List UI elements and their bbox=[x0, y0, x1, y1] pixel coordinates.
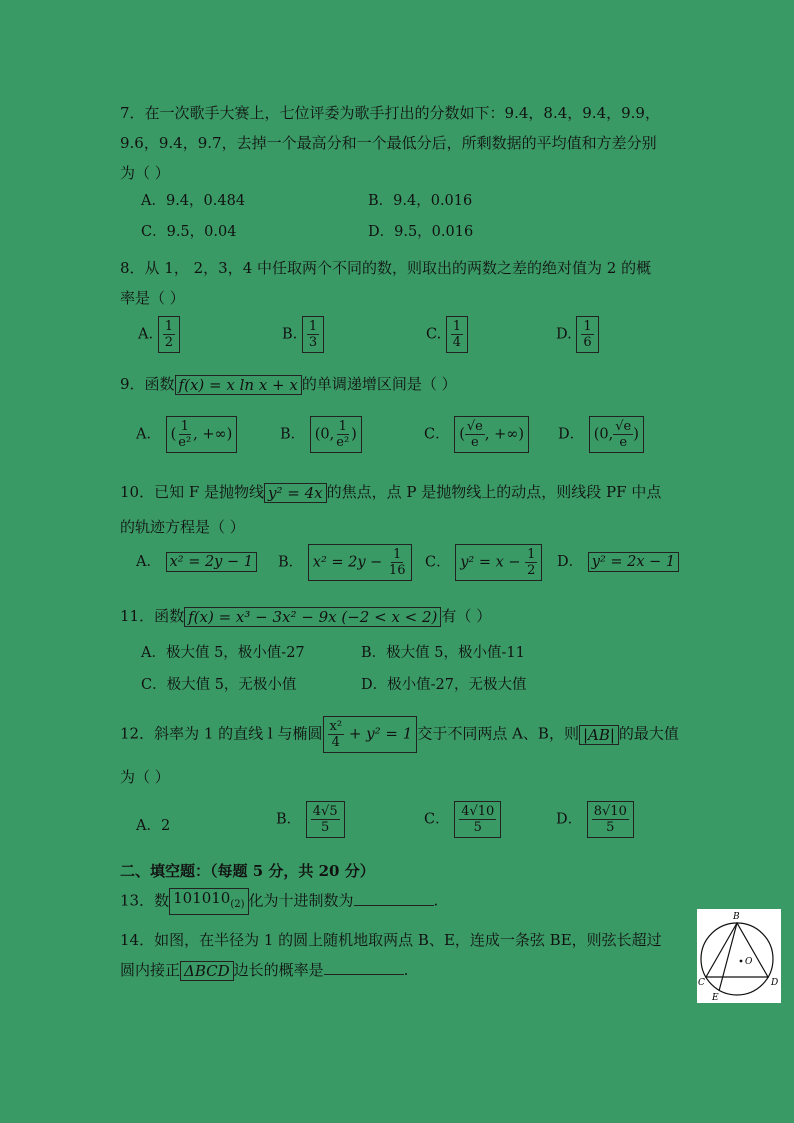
circle-triangle-figure bbox=[697, 909, 781, 1003]
q8-option-d-label: D. bbox=[556, 326, 572, 343]
q14-triangle: ΔBCD bbox=[180, 961, 234, 981]
q10-line1: 10．已知 F 是抛物线 y² = 4x 的焦点，点 P 是抛物线上的动点，则线段 PF 中点 bbox=[120, 483, 662, 502]
q8-option-c-fraction: $\frac{1}{4}$ bbox=[446, 316, 468, 353]
q10-option-a-equation: x² = 2y − 1 bbox=[166, 552, 257, 572]
q10-option-c[interactable] bbox=[425, 544, 542, 581]
q7-line3: 为（ ） bbox=[120, 164, 170, 182]
q11-line: 11．函数 f(x) = x³ − 3x² − 9x (−2 < x < 2) 有（ ） bbox=[120, 607, 492, 626]
figure-label-b: B bbox=[733, 912, 740, 922]
q12-option-d-label: D． bbox=[556, 811, 583, 828]
q12-option-c[interactable] bbox=[424, 801, 501, 838]
figure-label-e: E bbox=[712, 993, 719, 1003]
figure-label-c: C bbox=[698, 978, 705, 988]
q9-option-d-interval: (0, $\frac{√e}{e}$ ) bbox=[589, 416, 644, 453]
q12-option-b[interactable] bbox=[276, 801, 345, 838]
figure-label-o: O bbox=[745, 957, 753, 967]
q12-option-b-label: B． bbox=[276, 811, 302, 828]
q9-option-a[interactable] bbox=[136, 416, 237, 453]
q11-option-d[interactable]: D．极小值-27，无极大值 bbox=[361, 677, 527, 693]
q10-line2: 的轨迹方程是（ ） bbox=[120, 518, 245, 536]
q12-option-c-value: $\frac{4√10}{5}$ bbox=[454, 801, 501, 838]
q8-option-b[interactable] bbox=[282, 316, 324, 353]
q10-parabola: y² = 4x bbox=[264, 483, 327, 503]
q9-option-c-label: C． bbox=[424, 426, 450, 443]
q9-line: 9．函数 f(x) = x ln x + x 的单调递增区间是（ ） bbox=[120, 375, 457, 394]
q8-option-b-fraction: $\frac{1}{3}$ bbox=[302, 316, 324, 353]
q12-ab: |AB| bbox=[579, 725, 619, 745]
q7-option-a[interactable]: A．9.4，0.484 bbox=[141, 193, 246, 209]
q13-line: 13．数 $101010_{(2)}$ 化为十进制数为 . bbox=[120, 888, 438, 915]
q8-line1: 8．从 1， 2，3，4 中任取两个不同的数，则取出的两数之差的绝对值为 2 的概 bbox=[120, 259, 652, 277]
q10-option-a[interactable] bbox=[136, 552, 257, 572]
q9-option-b-label: B． bbox=[280, 426, 306, 443]
figure-center-dot bbox=[740, 960, 743, 963]
q13-binary-number: $101010_{(2)}$ bbox=[169, 888, 248, 915]
q12-option-b-value: $\frac{4√5}{5}$ bbox=[306, 801, 345, 838]
q14-line2: 圆内接正 ΔBCD 边长的概率是 . bbox=[120, 961, 409, 980]
q9-option-a-interval: ( $\frac{1}{\text{e²}}$ , +∞) bbox=[166, 416, 238, 453]
q10-option-b-equation: x² = 2y − $\frac{1}{16}$ bbox=[308, 544, 413, 581]
q8-option-b-label: B. bbox=[282, 326, 298, 343]
q13-answer-blank[interactable] bbox=[354, 891, 434, 906]
q10-option-c-equation: y² = x − $\frac{1}{2}$ bbox=[455, 544, 542, 581]
q14-answer-blank[interactable] bbox=[324, 960, 404, 975]
figure-svg bbox=[697, 909, 781, 1003]
q12-line1: 12．斜率为 1 的直线 l 与椭圆 $\frac{\text{x²}}{4}$ + y² = 1 交于不同两点 A、B，则 |AB| 的最大值 bbox=[120, 716, 679, 753]
q11-option-b[interactable]: B．极大值 5，极小值-11 bbox=[361, 645, 525, 661]
figure-triangle bbox=[706, 923, 768, 977]
q9-option-c-interval: ( $\frac{√e}{e}$ , +∞) bbox=[454, 416, 529, 453]
q7-option-b[interactable]: B．9.4，0.016 bbox=[368, 193, 473, 209]
q11-option-c[interactable]: C．极大值 5，无极小值 bbox=[141, 677, 297, 693]
q10-option-d[interactable] bbox=[557, 552, 679, 572]
q12-ellipse: $\frac{\text{x²}}{4}$ + y² = 1 bbox=[323, 716, 418, 753]
q8-option-d[interactable] bbox=[556, 316, 599, 353]
q12-option-a[interactable]: A．2 bbox=[136, 818, 171, 834]
q10-option-b-label: B． bbox=[278, 554, 304, 571]
q9-option-b-interval: (0, $\frac{1}{\text{e²}}$ ) bbox=[310, 416, 362, 453]
q9-option-c[interactable] bbox=[424, 416, 529, 453]
q9-option-d-label: D． bbox=[558, 426, 585, 443]
q10-option-c-label: C． bbox=[425, 554, 451, 571]
q11-option-a[interactable]: A．极大值 5，极小值-27 bbox=[141, 645, 305, 661]
q12-option-c-label: C． bbox=[424, 811, 450, 828]
q7-option-d[interactable]: D．9.5，0.016 bbox=[368, 224, 474, 240]
q10-option-a-label: A． bbox=[136, 554, 161, 570]
figure-circle bbox=[701, 923, 773, 995]
section-fill-in-heading: 二、填空题：（每题 5 分，共 20 分） bbox=[120, 862, 375, 880]
q9-option-a-label: A． bbox=[136, 426, 161, 443]
q12-option-d[interactable] bbox=[556, 801, 634, 838]
q10-option-d-label: D． bbox=[557, 554, 584, 570]
q14-line1: 14．如图，在半径为 1 的圆上随机地取两点 B、E，连成一条弦 BE，则弦长超过 bbox=[120, 931, 662, 949]
q12-option-d-value: $\frac{8√10}{5}$ bbox=[587, 801, 634, 838]
q8-option-c-label: C. bbox=[426, 326, 442, 343]
q7-option-c[interactable]: C．9.5，0.04 bbox=[141, 224, 237, 240]
figure-label-d: D bbox=[771, 978, 779, 988]
q11-function: f(x) = x³ − 3x² − 9x (−2 < x < 2) bbox=[184, 607, 441, 627]
q8-option-c[interactable] bbox=[426, 316, 468, 353]
q12-line2: 为（ ） bbox=[120, 768, 170, 786]
q8-line2: 率是（ ） bbox=[120, 289, 185, 307]
q9-option-d[interactable] bbox=[558, 416, 644, 453]
figure-chord-be bbox=[719, 923, 737, 991]
q8-option-a[interactable] bbox=[138, 316, 180, 353]
q8-option-d-fraction: $\frac{1}{6}$ bbox=[576, 316, 598, 353]
q7-line2: 9.6，9.4，9.7，去掉一个最高分和一个最低分后，所剩数据的平均值和方差分别 bbox=[120, 134, 657, 152]
q10-option-b[interactable] bbox=[278, 544, 412, 581]
q7-line1: 7．在一次歌手大赛上，七位评委为歌手打出的分数如下：9.4，8.4，9.4，9.9， bbox=[120, 104, 660, 122]
q9-function: f(x) = x ln x + x bbox=[175, 375, 302, 395]
q10-option-d-equation: y² = 2x − 1 bbox=[588, 552, 679, 572]
q9-option-b[interactable] bbox=[280, 416, 362, 453]
q8-option-a-fraction: $\frac{1}{2}$ bbox=[158, 316, 180, 353]
q8-option-a-label: A. bbox=[138, 326, 154, 343]
